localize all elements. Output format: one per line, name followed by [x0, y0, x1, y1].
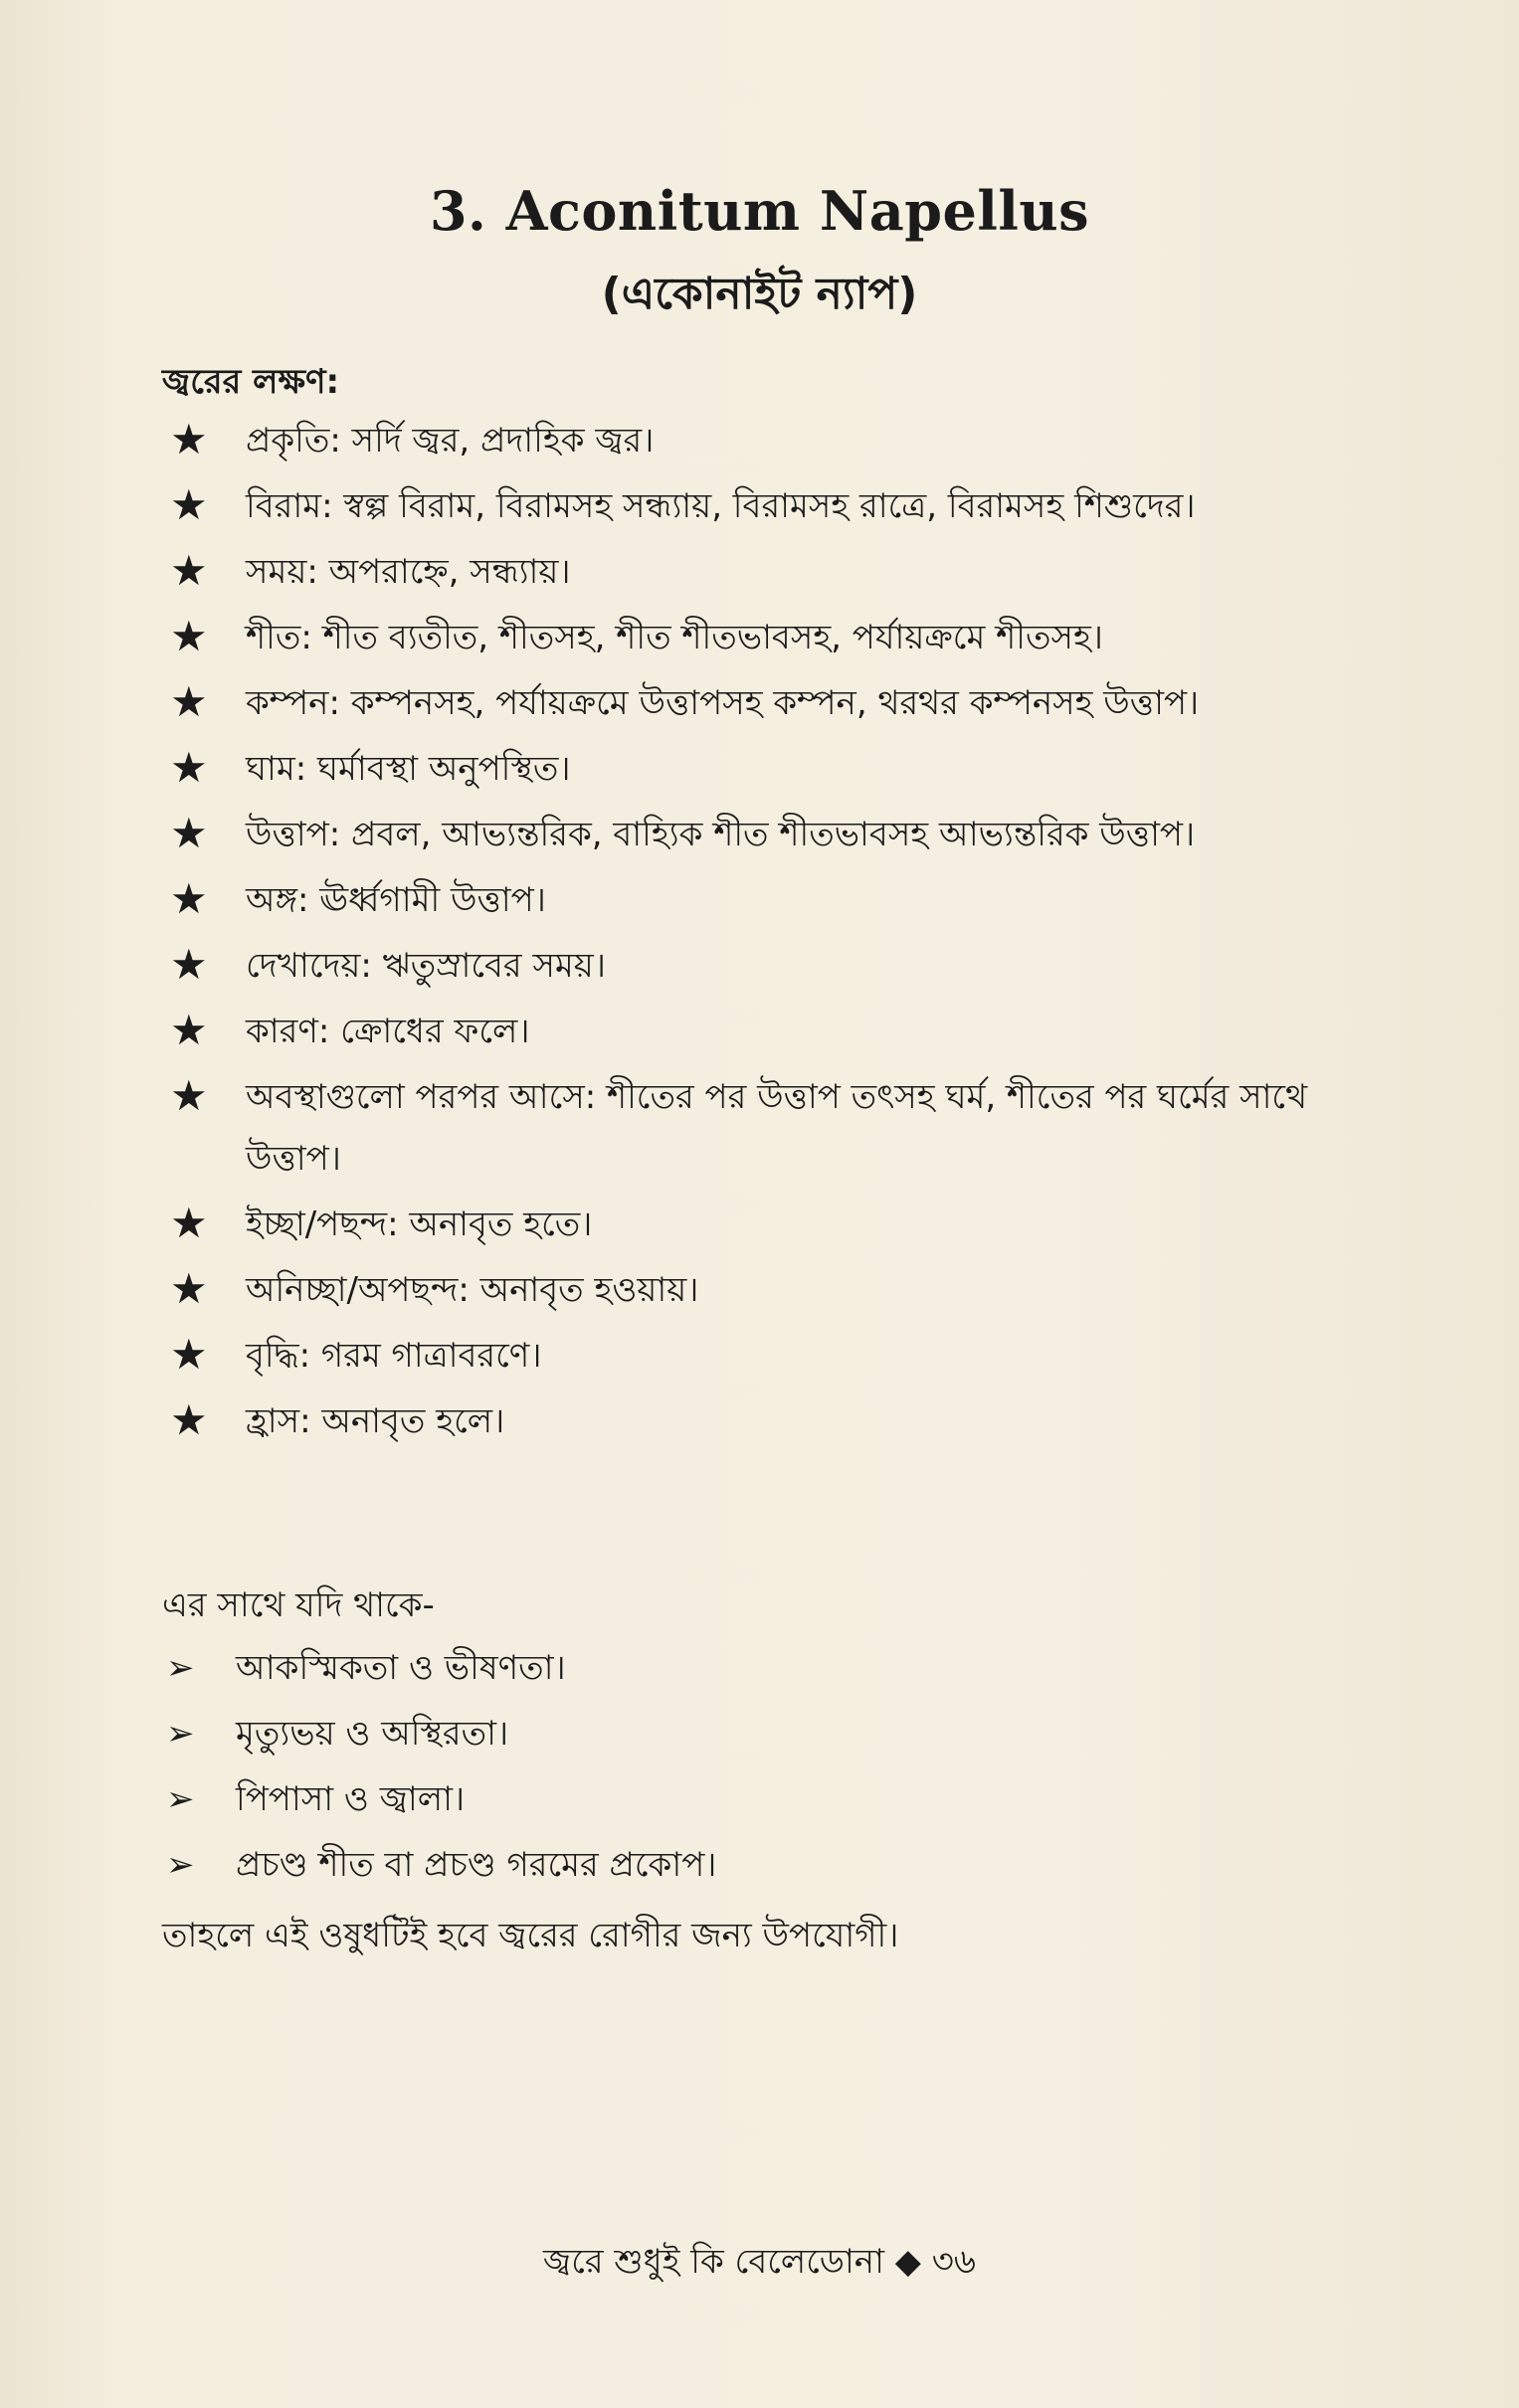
arrow-icon: ➢ — [166, 1648, 195, 1688]
list-item — [162, 804, 1386, 865]
list-item-text: বিরাম: স্বল্প বিরাম, বিরামসহ সন্ধ্যায়, বিরামসহ রাত্রে, বিরামসহ শিশুদের। — [246, 486, 1196, 526]
list-item-text: শীত: শীত ব্যতীত, শীতসহ, শীত শীতভাবসহ, পর্যায়ক্রমে শীতসহ। — [246, 618, 1103, 657]
condition-list — [162, 1635, 1386, 1898]
star-icon: ★ — [170, 612, 208, 660]
list-item — [162, 869, 1386, 931]
star-icon: ★ — [170, 1071, 208, 1120]
list-item-text: অনিচ্ছা/অপছন্দ: অনাবৃত হওয়ায়। — [246, 1270, 699, 1310]
condition-item — [162, 1766, 1386, 1832]
list-item — [162, 1001, 1386, 1062]
section-heading: জ্বরের লক্ষণ: — [162, 362, 340, 402]
star-icon: ★ — [170, 480, 208, 529]
star-icon: ★ — [170, 809, 208, 857]
list-item-text: ইচ্ছা/পছন্দ: অনাবৃত হতে। — [246, 1204, 593, 1244]
list-item-text: বৃদ্ধি: গরম গাত্রাবরণে। — [246, 1336, 542, 1376]
list-item — [162, 1194, 1386, 1255]
symptom-list — [162, 410, 1386, 1456]
list-item — [162, 1390, 1386, 1452]
star-icon: ★ — [170, 874, 208, 923]
star-icon: ★ — [170, 1199, 208, 1247]
star-icon: ★ — [170, 940, 208, 989]
list-item-text: সময়: অপরাহ্নে, সন্ধ্যায়। — [246, 552, 571, 592]
condition-text: প্রচণ্ড শীত বা প্রচণ্ড গরমের প্রকোপ। — [236, 1845, 717, 1885]
list-item-text: দেখাদেয়: ঋতুস্রাবের সময়। — [246, 946, 606, 986]
page-title: 3. Aconitum Napellus — [429, 179, 1090, 243]
list-item-text: অঙ্গ: ঊর্ধ্বগামী উত্তাপ। — [246, 880, 546, 920]
list-item-text: হ্রাস: অনাবৃত হলে। — [246, 1401, 505, 1441]
list-item — [162, 410, 1386, 471]
list-item — [162, 541, 1386, 603]
list-item-text: অবস্থাগুলো পরপর আসে: শীতের পর উত্তাপ তৎসহ ঘর্ম, শীতের পর ঘর্মের সাথে উত্তাপ। — [246, 1077, 1308, 1179]
condition-item — [162, 1832, 1386, 1898]
list-item — [162, 672, 1386, 734]
star-icon: ★ — [170, 415, 208, 463]
condition-text: মৃত্যুভয় ও অস্থিরতা। — [236, 1714, 509, 1754]
star-icon: ★ — [170, 1006, 208, 1054]
list-item — [162, 1259, 1386, 1321]
condition-item — [162, 1701, 1386, 1766]
star-icon: ★ — [170, 677, 208, 726]
arrow-icon: ➢ — [166, 1714, 195, 1754]
list-item-text: প্রকৃতি: সর্দি জ্বর, প্রদাহিক জ্বর। — [246, 421, 655, 461]
star-icon: ★ — [170, 1395, 208, 1444]
list-item — [162, 1066, 1386, 1190]
arrow-icon: ➢ — [166, 1845, 195, 1885]
condition-text: পিপাসা ও জ্বালা। — [236, 1779, 466, 1819]
list-item — [162, 475, 1386, 537]
list-item — [162, 1325, 1386, 1387]
list-item — [162, 935, 1386, 997]
list-item-text: কারণ: ক্রোধের ফলে। — [246, 1012, 530, 1051]
page-subtitle: (একোনাইট ন্যাপ) — [601, 269, 918, 319]
list-item-text: ঘাম: ঘর্মাবস্থা অনুপস্থিত। — [246, 749, 571, 789]
conditions-intro: এর সাথে যদি থাকে- — [162, 1585, 435, 1625]
star-icon: ★ — [170, 743, 208, 792]
condition-text: আকস্মিকতা ও ভীষণতা। — [236, 1648, 566, 1688]
list-item — [162, 738, 1386, 800]
star-icon: ★ — [170, 1330, 208, 1379]
star-icon: ★ — [170, 546, 208, 595]
list-item — [162, 607, 1386, 668]
condition-item — [162, 1635, 1386, 1701]
star-icon: ★ — [170, 1264, 208, 1313]
conclusion-text: তাহলে এই ওষুধটিই হবে জ্বরের রোগীর জন্য উপযোগী। — [162, 1916, 899, 1955]
page-footer: জ্বরে শুধুই কি বেলেডোনা ◆ ৩৬ — [543, 2242, 976, 2282]
list-item-text: উত্তাপ: প্রবল, আভ্যন্তরিক, বাহ্যিক শীত শীতভাবসহ আভ্যন্তরিক উত্তাপ। — [246, 815, 1196, 854]
arrow-icon: ➢ — [166, 1779, 195, 1819]
list-item-text: কম্পন: কম্পনসহ, পর্যায়ক্রমে উত্তাপসহ কম্পন, থরথর কম্পনসহ উত্তাপ। — [246, 683, 1200, 723]
